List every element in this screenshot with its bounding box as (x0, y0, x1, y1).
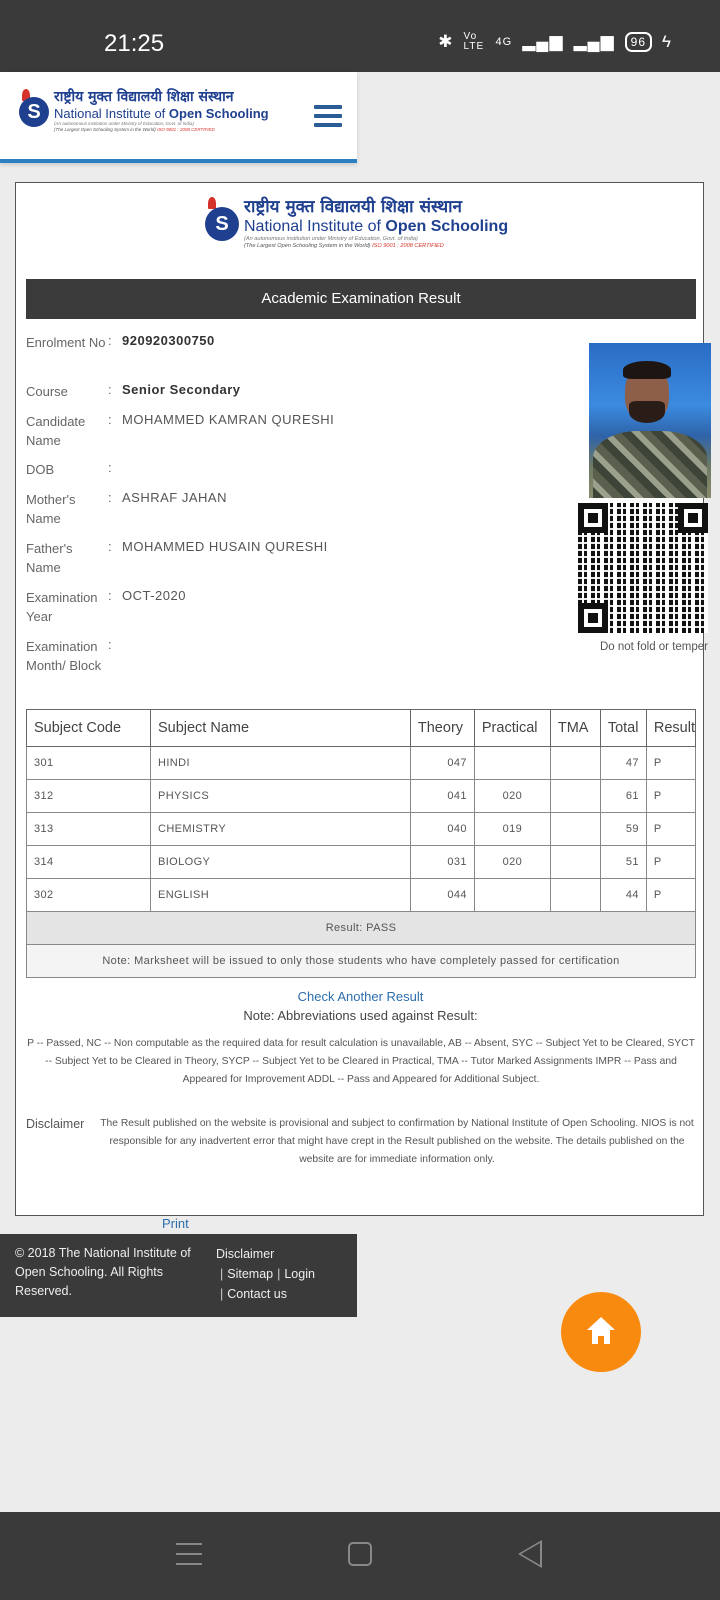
cell-result: P (646, 846, 695, 879)
cell-total: 47 (600, 747, 646, 780)
footer-link-login[interactable]: Login (284, 1267, 315, 1281)
cell-subject: BIOLOGY (150, 846, 410, 879)
result-logo-hindi: राष्ट्रीय मुक्त विद्यालयी शिक्षा संस्थान (244, 197, 462, 217)
site-header (0, 72, 357, 163)
network-type: 4G (495, 36, 513, 48)
cell-code: 301 (27, 747, 151, 780)
cell-tma (550, 846, 600, 879)
cell-result: P (646, 879, 695, 912)
footer-separator: | (220, 1287, 224, 1301)
cell-tma (550, 780, 600, 813)
info-colon: : (108, 460, 112, 475)
header-tma: TMA (550, 710, 600, 747)
status-time: 21:25 (104, 30, 165, 57)
info-row-enrolment (26, 333, 556, 382)
battery-icon: 96 (625, 32, 652, 52)
nav-back-icon[interactable] (518, 1540, 542, 1568)
footer-link-disclaimer[interactable]: Disclaimer (216, 1247, 275, 1261)
marks-table (26, 709, 696, 978)
exam-year-value: OCT-2020 (122, 588, 186, 603)
result-logo-subtitle-2: (The Largest Open Schooling System in the World) ISO 9001 : 2008 CERTIFIED (244, 243, 444, 249)
footer-link-sitemap[interactable]: Sitemap (227, 1267, 274, 1281)
cell-result: P (646, 747, 695, 780)
no-fold-note: Do not fold or temper (599, 641, 708, 653)
signal-icon: ▂▄▆ (522, 32, 564, 51)
cell-theory: 041 (410, 780, 474, 813)
bluetooth-icon: ✱ (438, 32, 454, 51)
cell-code: 312 (27, 780, 151, 813)
info-colon: : (108, 588, 112, 603)
cell-practical: 020 (474, 846, 550, 879)
table-row (27, 813, 696, 846)
cell-total: 59 (600, 813, 646, 846)
result-summary-row (27, 912, 696, 945)
result-logo (202, 197, 508, 250)
abbreviations-heading: Note: Abbreviations used against Result: (243, 1008, 478, 1023)
qr-code (578, 503, 708, 633)
nios-emblem-icon: S (202, 197, 240, 247)
header-total: Total (600, 710, 646, 747)
cell-total: 44 (600, 879, 646, 912)
cell-total: 51 (600, 846, 646, 879)
enrolment-value: 920920300750 (122, 333, 215, 348)
logo-hindi-text: राष्ट्रीय मुक्त विद्यालयी शिक्षा संस्थान (54, 89, 234, 105)
logo-english-text: National Institute of Open Schooling (54, 106, 269, 121)
nav-home-icon[interactable] (348, 1542, 372, 1566)
disclaimer-label: Disclaimer (26, 1117, 85, 1131)
marksheet-note-row (27, 945, 696, 978)
disclaimer-block (26, 1115, 696, 1169)
candidate-photo (589, 343, 711, 498)
cell-total: 61 (600, 780, 646, 813)
cell-practical (474, 747, 550, 780)
info-row-father (26, 539, 556, 588)
home-button[interactable] (561, 1292, 641, 1372)
cell-result: P (646, 780, 695, 813)
cell-subject: PHYSICS (150, 780, 410, 813)
info-label: DOB (26, 462, 55, 477)
cell-theory: 040 (410, 813, 474, 846)
cell-tma (550, 879, 600, 912)
charging-icon: ϟ (662, 32, 672, 51)
signal-icon-2: ▂▄▆ (573, 32, 615, 51)
cell-code: 313 (27, 813, 151, 846)
result-card (15, 182, 708, 1216)
cell-theory: 031 (410, 846, 474, 879)
print-link[interactable]: Print (162, 1216, 189, 1231)
footer-copyright: © 2018 The National Institute of Open Schooling. All Rights Reserved. (15, 1246, 191, 1298)
table-row (27, 747, 696, 780)
info-row-mother (26, 490, 556, 539)
cell-theory: 044 (410, 879, 474, 912)
nios-logo[interactable] (16, 89, 269, 133)
table-row (27, 846, 696, 879)
info-label: Candidate Name (26, 414, 86, 448)
disclaimer-text: The Result published on the website is provisional and subject to confirmation by National Institute of Open Schooling. NIOS is not responsible for any inadvertent error that might have crept in the Result published on the website. The details published on the website are for immediate information only. (100, 1118, 694, 1165)
result-logo-english: National Institute of Open Schooling (244, 218, 509, 235)
abbreviations-text: P -- Passed, NC -- Non computable as the required data for result calculation is unavailable, AB -- Absent, SYC -- Subject Yet to be Cleared, SYCT -- Subject Yet to be Cleared in Theory, SYCP -- Subject Yet to be Cleared in Practical, TMA -- Tutor Marked Assignments IMPR -- Pass and Appeared for Improvement ADDL -- Pass and Appeared for Additional Subject. (27, 1038, 695, 1085)
result-title: Academic Examination Result (26, 279, 696, 319)
info-label: Father's Name (26, 541, 73, 575)
nios-emblem-icon: S (16, 89, 50, 131)
cell-practical: 019 (474, 813, 550, 846)
cell-practical (474, 879, 550, 912)
header-result: Result (646, 710, 695, 747)
info-label: Course (26, 384, 68, 399)
course-value: Senior Secondary (122, 382, 241, 397)
recent-apps-icon[interactable] (176, 1543, 202, 1567)
table-row (27, 780, 696, 813)
footer-separator: | (277, 1267, 281, 1281)
info-label: Examination Year (26, 590, 98, 624)
header-theory: Theory (410, 710, 474, 747)
cell-code: 314 (27, 846, 151, 879)
info-label: Mother's Name (26, 492, 76, 526)
status-bar (0, 0, 720, 72)
info-row-exam-block (26, 637, 556, 697)
check-another-result-link[interactable]: Check Another Result (297, 989, 424, 1004)
table-row (27, 879, 696, 912)
table-header-row (27, 710, 696, 747)
candidate-name-value: MOHAMMED KAMRAN QURESHI (122, 412, 335, 427)
system-nav-bar (0, 1512, 720, 1600)
info-colon: : (108, 539, 112, 554)
father-name-value: MOHAMMED HUSAIN QURESHI (122, 539, 328, 554)
footer (0, 1234, 357, 1317)
cell-subject: HINDI (150, 747, 410, 780)
cell-result: P (646, 813, 695, 846)
cell-subject: CHEMISTRY (150, 813, 410, 846)
footer-link-contact[interactable]: Contact us (227, 1287, 288, 1301)
header-practical: Practical (474, 710, 550, 747)
header-subject-name: Subject Name (150, 710, 410, 747)
footer-separator: | (220, 1267, 224, 1281)
cell-tma (550, 747, 600, 780)
info-row-dob (26, 460, 556, 490)
info-colon: : (108, 490, 112, 505)
info-row-candidate (26, 412, 556, 460)
info-row-course (26, 382, 556, 412)
mother-name-value: ASHRAF JAHAN (122, 490, 227, 505)
result-logo-subtitle: (An autonomous institution under Ministry of Education, Govt. of India) (244, 236, 418, 242)
menu-hamburger-icon[interactable] (314, 105, 342, 127)
info-label: Enrolment No (26, 335, 106, 350)
info-colon: : (108, 382, 112, 397)
info-row-exam-year (26, 588, 556, 637)
footer-links (216, 1244, 315, 1304)
header-subject-code: Subject Code (27, 710, 151, 747)
candidate-info (26, 333, 556, 697)
info-label: Examination Month/ Block (26, 639, 102, 673)
marksheet-note-text: Note: Marksheet will be issued to only those students who have completely passed for certification (27, 945, 696, 978)
cell-theory: 047 (410, 747, 474, 780)
logo-subtitle: (An autonomous institution under Ministry of Education, Govt. of India) (54, 121, 194, 126)
cell-code: 302 (27, 879, 151, 912)
logo-subtitle-2: (The Largest Open Schooling System in the World) ISO 9001 : 2008 CERTIFIED (54, 127, 215, 132)
cell-subject: ENGLISH (150, 879, 410, 912)
info-colon: : (108, 637, 112, 652)
info-colon: : (108, 412, 112, 427)
status-icons (438, 32, 672, 52)
volte-indicator: Vo LTE (463, 31, 485, 52)
result-pass-text: Result: PASS (27, 912, 696, 945)
cell-practical: 020 (474, 780, 550, 813)
info-colon: : (108, 333, 112, 348)
cell-tma (550, 813, 600, 846)
